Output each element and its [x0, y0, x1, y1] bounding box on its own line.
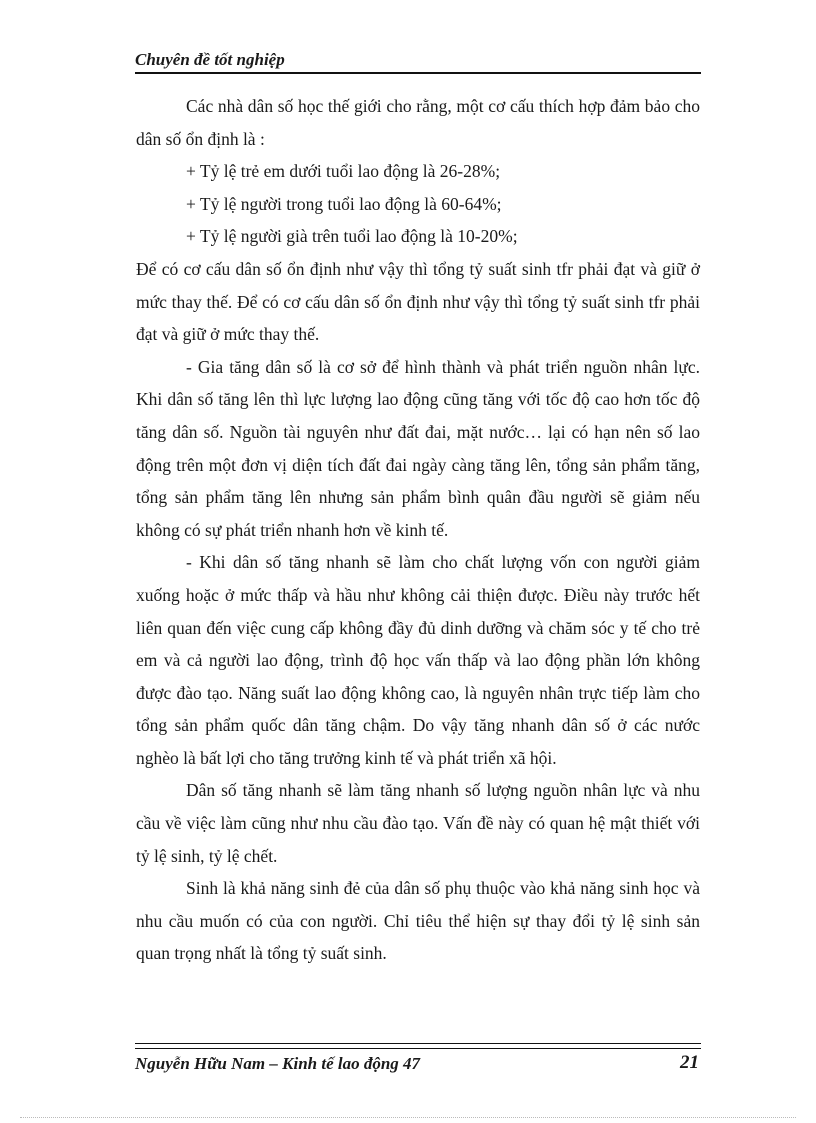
paragraph-4: - Khi dân số tăng nhanh sẽ làm cho chất lượng vốn con người giảm xuống hoặc ở mức thấp và hầu như không cải thiện được. Điều này trước hết liên quan đến việc cung cấp không đầy đủ dinh dưỡng và chăm sóc y tế cho trẻ em và cả người lao động, trình độ học vấn thấp và lao động phần lớn không được đào tạo. Năng suất lao động không cao, là nguyên nhân trực tiếp làm cho tổng sản phẩm quốc dân tăng chậm. Do vậy tăng nhanh dân số ở các nước nghèo là bất lợi cho tăng trưởng kinh tế và phát triển xã hội.	[136, 552, 700, 768]
list-item-1: + Tỷ lệ trẻ em dưới tuổi lao động là 26-28%;	[186, 161, 501, 182]
header-title: Chuyên đề tốt nghiệp	[135, 50, 285, 69]
list-item-3: + Tỷ lệ người già trên tuổi lao động là 10-20%;	[186, 226, 518, 247]
page-header	[135, 46, 701, 74]
page-bottom-divider	[20, 1117, 796, 1118]
paragraph-6: Sinh là khả năng sinh đẻ của dân số phụ thuộc vào khả năng sinh học và nhu cầu muốn có của con người. Chỉ tiêu thể hiện sự thay đổi tỷ lệ sinh sản quan trọng nhất là tổng tỷ suất sinh.	[136, 878, 700, 964]
footer-rule-bottom	[135, 1048, 701, 1049]
paragraph-5: Dân số tăng nhanh sẽ làm tăng nhanh số lượng nguồn nhân lực và nhu cầu về việc làm cũng như nhu cầu đào tạo. Vấn đề này có quan hệ mật thiết với tỷ lệ sinh, tỷ lệ chết.	[136, 780, 700, 866]
paragraph-3: - Gia tăng dân số là cơ sở để hình thành và phát triển nguồn nhân lực. Khi dân số tăng lên thì lực lượng lao động cũng tăng với tốc độ cao hơn tốc độ tăng dân số. Nguồn tài nguyên như đất đai, mặt nước… lại có hạn nên số lao động trên một đơn vị diện tích đất đai ngày càng tăng lên, tổng sản phẩm tăng, tổng sản phẩm tăng lên nhưng sản phẩm bình quân đầu người sẽ giảm nếu không có sự phát triển nhanh hơn về kinh tế.	[136, 356, 700, 540]
body-text	[136, 90, 700, 970]
paragraph-1: Các nhà dân số học thế giới cho rằng, một cơ cấu thích hợp đảm bảo cho dân số ổn định là :	[136, 96, 700, 149]
list-item-2: + Tỷ lệ người trong tuổi lao động là 60-64%;	[186, 193, 502, 214]
paragraph-2: Để có cơ cấu dân số ổn định như vậy thì tổng tỷ suất sinh tfr phải đạt và giữ ở mức thay thế. Để có cơ cấu dân số ổn định như vậy thì tổng tỷ suất sinh tfr phải đạt và giữ ở mức thay thế.	[136, 258, 700, 345]
footer-author: Nguyễn Hữu Nam – Kinh tế lao động 47	[135, 1054, 421, 1073]
page-number: 21	[680, 1052, 699, 1073]
footer-rule-top	[135, 1043, 701, 1044]
